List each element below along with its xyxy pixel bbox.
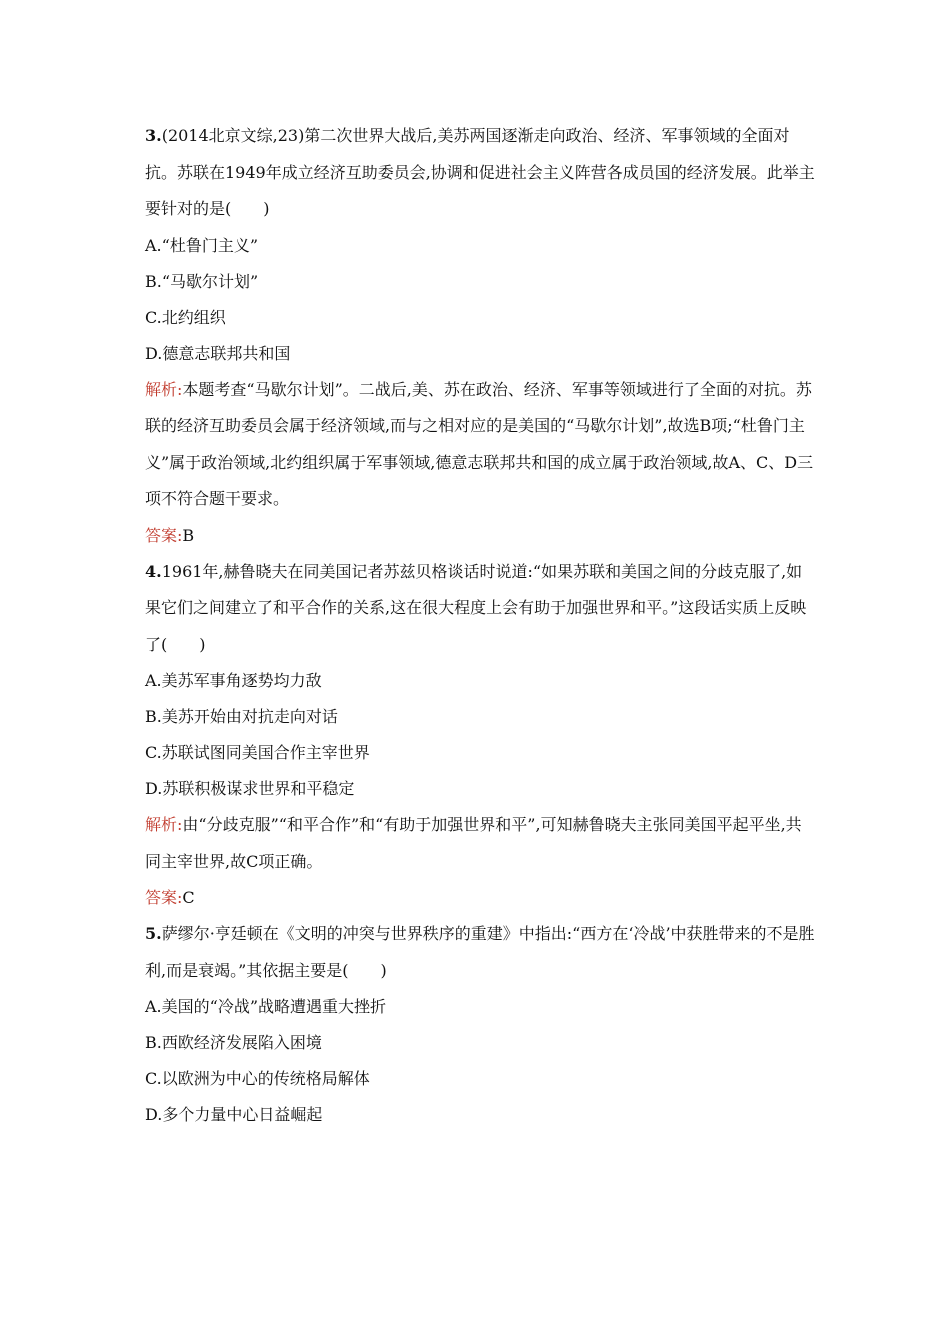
option-a: A.“杜鲁门主义” — [145, 235, 259, 255]
question-stem-text: (2014北京文综,23)第二次世界大战后,美苏两国逐渐走向政治、经济、军事领域的全面对抗。苏联在1949年成立经济互助委员会,协调和促进社会主义阵营各成员国的经济发展。此举主要针对的是( ) — [145, 126, 815, 218]
question-stem — [145, 118, 815, 228]
analysis-label: 解析: — [145, 815, 183, 834]
option-b: B.“马歇尔计划” — [145, 271, 259, 291]
question-3 — [145, 118, 815, 554]
question-stem-text: 1961年,赫鲁晓夫在同美国记者苏兹贝格谈话时说道:“如果苏联和美国之间的分歧克服了,如果它们之间建立了和平合作的关系,这在很大程度上会有助于加强世界和平。”这段话实质上反映了( ) — [145, 561, 807, 654]
option-d: D.德意志联邦共和国 — [145, 343, 291, 363]
question-stem — [145, 916, 815, 989]
answer-value: C — [182, 888, 195, 907]
option-d: D.苏联积极谋求世界和平稳定 — [145, 779, 355, 798]
analysis — [145, 372, 815, 518]
question-stem-text: 萨缪尔·亨廷顿在《文明的冲突与世界秩序的重建》中指出:“西方在‘冷战’中获胜带来的不是胜利,而是衰竭。”其依据主要是( ) — [145, 924, 815, 980]
answer-value: B — [182, 525, 195, 545]
option-c: C.北约组织 — [145, 307, 226, 327]
question-number: 5. — [145, 924, 162, 943]
answer-label: 答案: — [145, 525, 183, 545]
option-c: C.以欧洲为中心的传统格局解体 — [145, 1069, 370, 1088]
question-number: 4. — [145, 561, 162, 581]
option-a: A.美国的“冷战”战略遭遇重大挫折 — [145, 997, 387, 1016]
option-b: B.西欧经济发展陷入困境 — [145, 1033, 322, 1052]
option-d: D.多个力量中心日益崛起 — [145, 1105, 323, 1124]
question-5 — [145, 916, 815, 1133]
analysis-text: 由“分歧克服”“和平合作”和“有助于加强世界和平”,可知赫鲁晓夫主张同美国平起平坐,共同主宰世界,故C项正确。 — [145, 815, 802, 871]
question-content — [145, 118, 815, 1133]
analysis-label: 解析: — [145, 379, 183, 399]
analysis-text: 本题考查“马歇尔计划”。二战后,美、苏在政治、经济、军事等领域进行了全面的对抗。苏联的经济互助委员会属于经济领域,而与之相对应的是美国的“马歇尔计划”,故选B项;“杜鲁门主义”属于政治领域,北约组织属于军事领域,德意志联邦共和国的成立属于政治领域,故A、C、D三项不符合题干要求。 — [145, 379, 814, 508]
option-c: C.苏联试图同美国合作主宰世界 — [145, 743, 370, 762]
answer-label: 答案: — [145, 888, 183, 907]
option-a: A.美苏军事角逐势均力敌 — [145, 671, 322, 690]
question-number: 3. — [145, 126, 162, 145]
option-b: B.美苏开始由对抗走向对话 — [145, 707, 338, 726]
answer — [145, 880, 815, 916]
question-4 — [145, 554, 815, 917]
answer — [145, 518, 815, 554]
analysis — [145, 807, 815, 880]
question-stem — [145, 554, 815, 664]
